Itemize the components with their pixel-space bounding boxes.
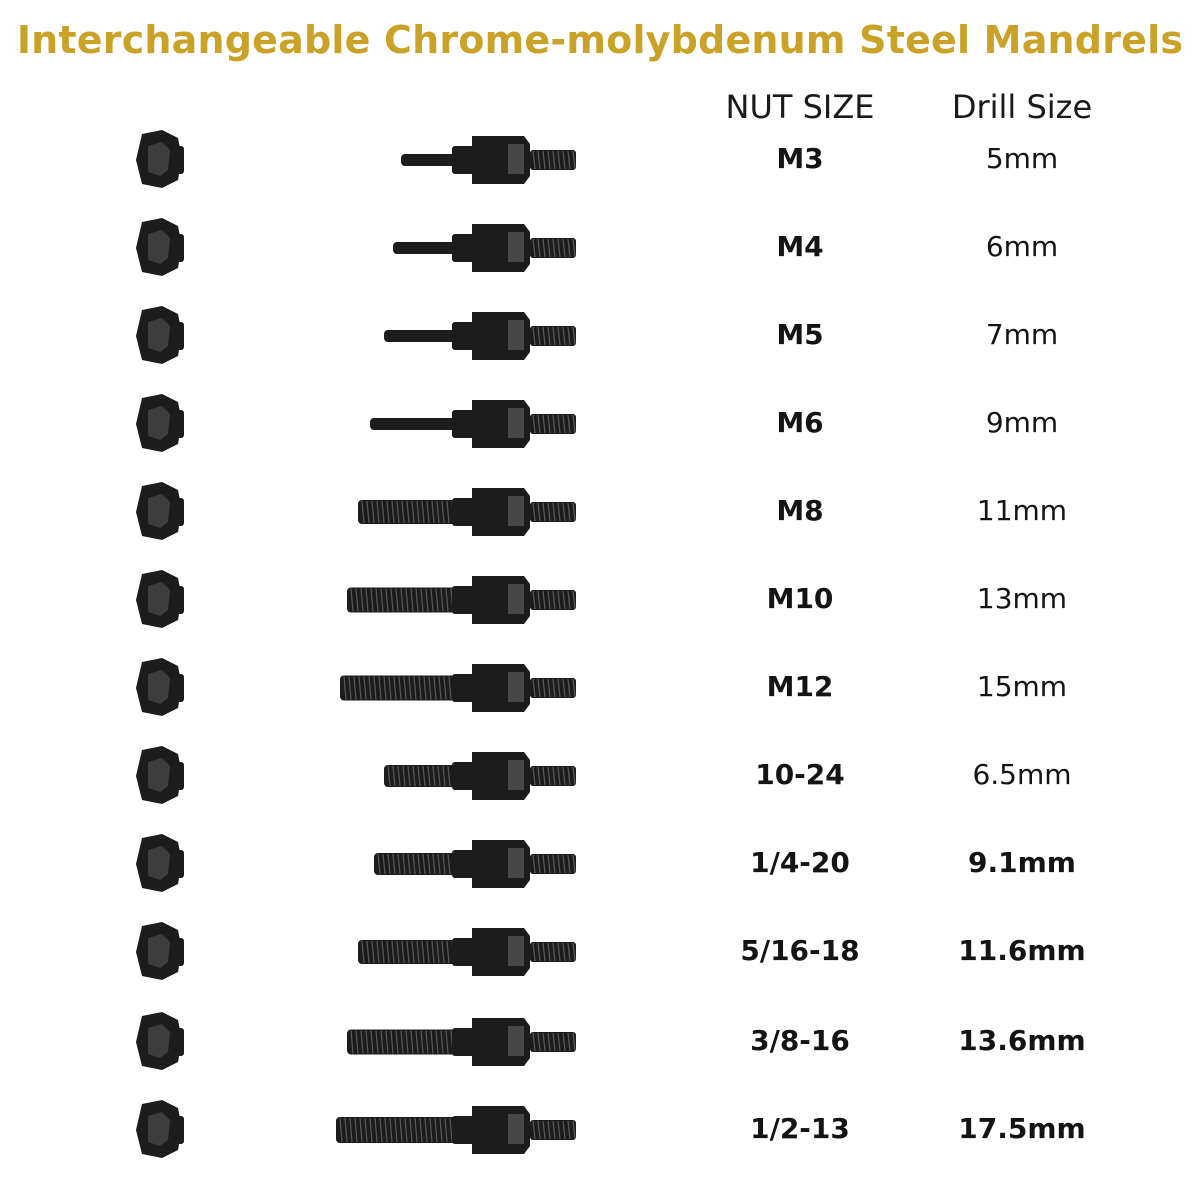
nut-size-value: M6	[776, 406, 824, 439]
mandrel-icon	[0, 648, 620, 728]
mandrel-icon	[0, 120, 620, 200]
nut-size-value: 5/16-18	[740, 934, 860, 967]
mandrel-icon	[0, 912, 620, 992]
size-row	[0, 824, 1200, 904]
size-row	[0, 560, 1200, 640]
mandrel-icon	[0, 1090, 620, 1170]
mandrel-icon	[0, 1002, 620, 1082]
size-row	[0, 472, 1200, 552]
drill-size-value: 15mm	[976, 670, 1068, 703]
nut-size-value: 1/2-13	[750, 1112, 850, 1145]
nut-size-value: 1/4-20	[750, 846, 850, 879]
size-row	[0, 208, 1200, 288]
mandrel-icon	[0, 384, 620, 464]
size-row	[0, 736, 1200, 816]
nut-size-value: M8	[776, 494, 824, 527]
size-row	[0, 120, 1200, 200]
mandrel-icon	[0, 736, 620, 816]
size-row	[0, 384, 1200, 464]
drill-size-value: 13.6mm	[958, 1024, 1086, 1057]
drill-size-value: 5mm	[985, 142, 1059, 175]
mandrel-icon	[0, 824, 620, 904]
drill-size-header: Drill Size	[951, 88, 1093, 126]
nut-size-value: M4	[776, 230, 824, 263]
drill-size-value: 11.6mm	[958, 934, 1086, 967]
drill-size-value: 11mm	[976, 494, 1068, 527]
size-row	[0, 296, 1200, 376]
nut-size-value: M3	[776, 142, 824, 175]
drill-size-value: 9.1mm	[968, 846, 1076, 879]
mandrel-icon	[0, 208, 620, 288]
mandrel-icon	[0, 560, 620, 640]
drill-size-value: 9mm	[985, 406, 1059, 439]
mandrel-icon	[0, 472, 620, 552]
nut-size-value: 3/8-16	[750, 1024, 850, 1057]
size-row	[0, 1002, 1200, 1082]
nut-size-header: NUT SIZE	[725, 88, 875, 126]
nut-size-value: M5	[776, 318, 824, 351]
nut-size-value: M12	[766, 670, 834, 703]
drill-size-value: 7mm	[985, 318, 1059, 351]
drill-size-value: 6.5mm	[972, 758, 1072, 791]
nut-size-value: M10	[766, 582, 834, 615]
page-title: Interchangeable Chrome-molybdenum Steel Mandrels	[16, 18, 1184, 62]
nut-size-value: 10-24	[755, 758, 845, 791]
drill-size-value: 6mm	[985, 230, 1059, 263]
drill-size-value: 17.5mm	[958, 1112, 1086, 1145]
size-row	[0, 912, 1200, 992]
size-row	[0, 648, 1200, 728]
drill-size-value: 13mm	[976, 582, 1068, 615]
size-row	[0, 1090, 1200, 1170]
mandrel-icon	[0, 296, 620, 376]
